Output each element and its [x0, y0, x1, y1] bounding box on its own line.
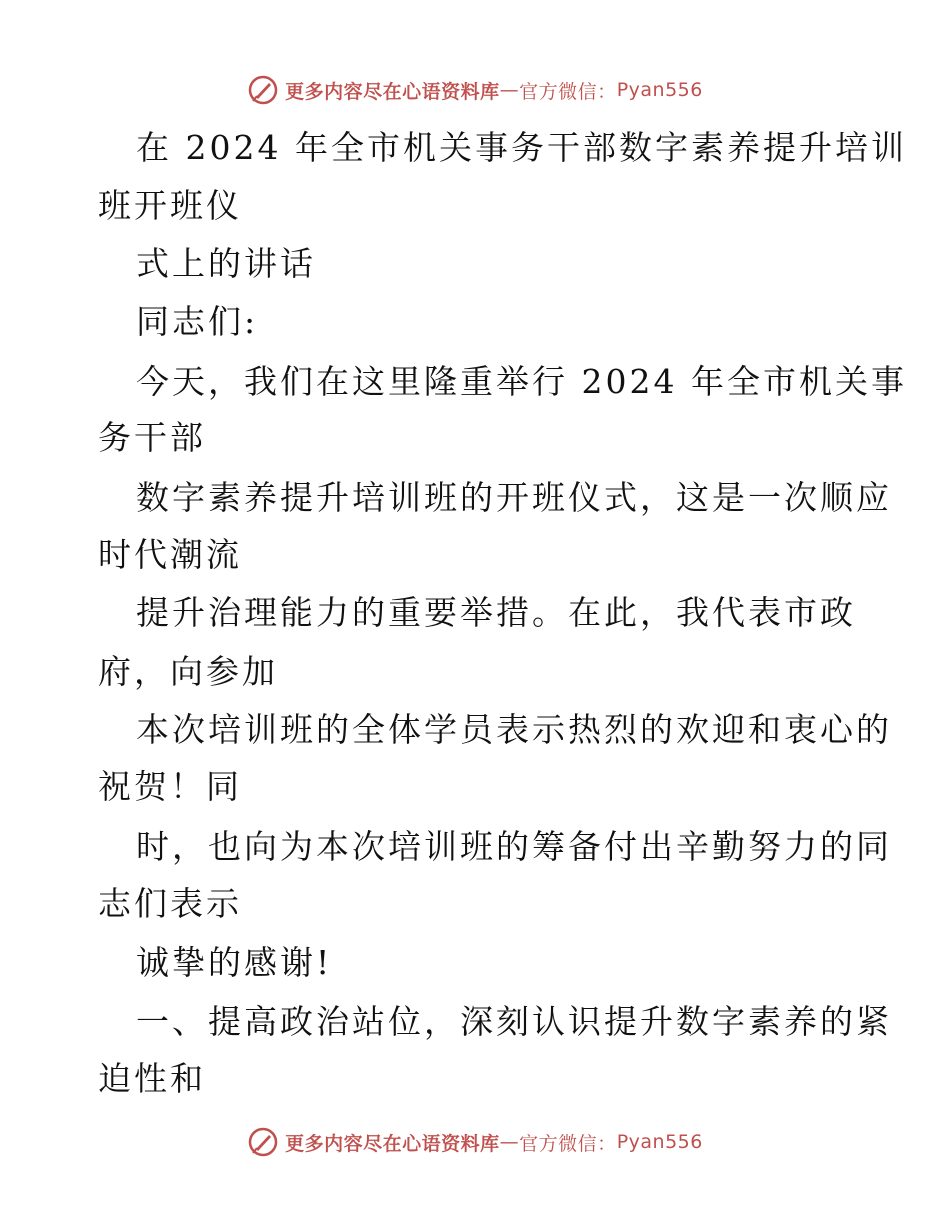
text-line: 志们表示: [98, 884, 242, 923]
section-heading: 一、提高政治站位，深刻认识提升数字素养的紧: [136, 1002, 892, 1041]
text-line: 今天，我们在这里隆重举行 2024 年全市机关事: [136, 362, 907, 401]
watermark-official-label: 官方微信：: [519, 80, 617, 103]
text-line: 在 2024 年全市机关事务干部数字素养提升培训: [136, 128, 907, 167]
quill-logo-icon: [247, 1126, 279, 1158]
watermark-brand: 更多内容尽在心语资料库: [285, 80, 500, 103]
watermark-official-label: 官方微信：: [519, 1132, 617, 1155]
text-line: 式上的讲话: [136, 244, 316, 283]
watermark-brand: 更多内容尽在心语资料库: [285, 1132, 500, 1155]
text-line: 诚挚的感谢!: [136, 943, 333, 982]
text-line: 本次培训班的全体学员表示热烈的欢迎和衷心的: [136, 710, 892, 749]
text-line: 提升治理能力的重要举措。在此，我代表市政: [136, 593, 856, 632]
text-line: 府，向参加: [98, 652, 278, 691]
text-line: 班开班仪: [98, 186, 242, 225]
watermark-dash: —: [499, 79, 520, 101]
text-line: 同志们:: [136, 302, 259, 341]
footer-watermark: [0, 1122, 950, 1162]
text-line: 时代潮流: [98, 535, 242, 574]
text-line: 务干部: [98, 418, 206, 457]
text-line: 时，也向为本次培训班的筹备付出辛勤努力的同: [136, 827, 892, 866]
text-line: 数字素养提升培训班的开班仪式，这是一次顺应: [136, 478, 892, 517]
watermark-wechat-id: Pyan556: [616, 79, 703, 101]
watermark-dash: —: [499, 1131, 520, 1153]
text-line: 祝贺！同: [98, 767, 242, 806]
text-line: 迫性和: [98, 1059, 206, 1098]
watermark-wechat-id: Pyan556: [616, 1131, 703, 1153]
